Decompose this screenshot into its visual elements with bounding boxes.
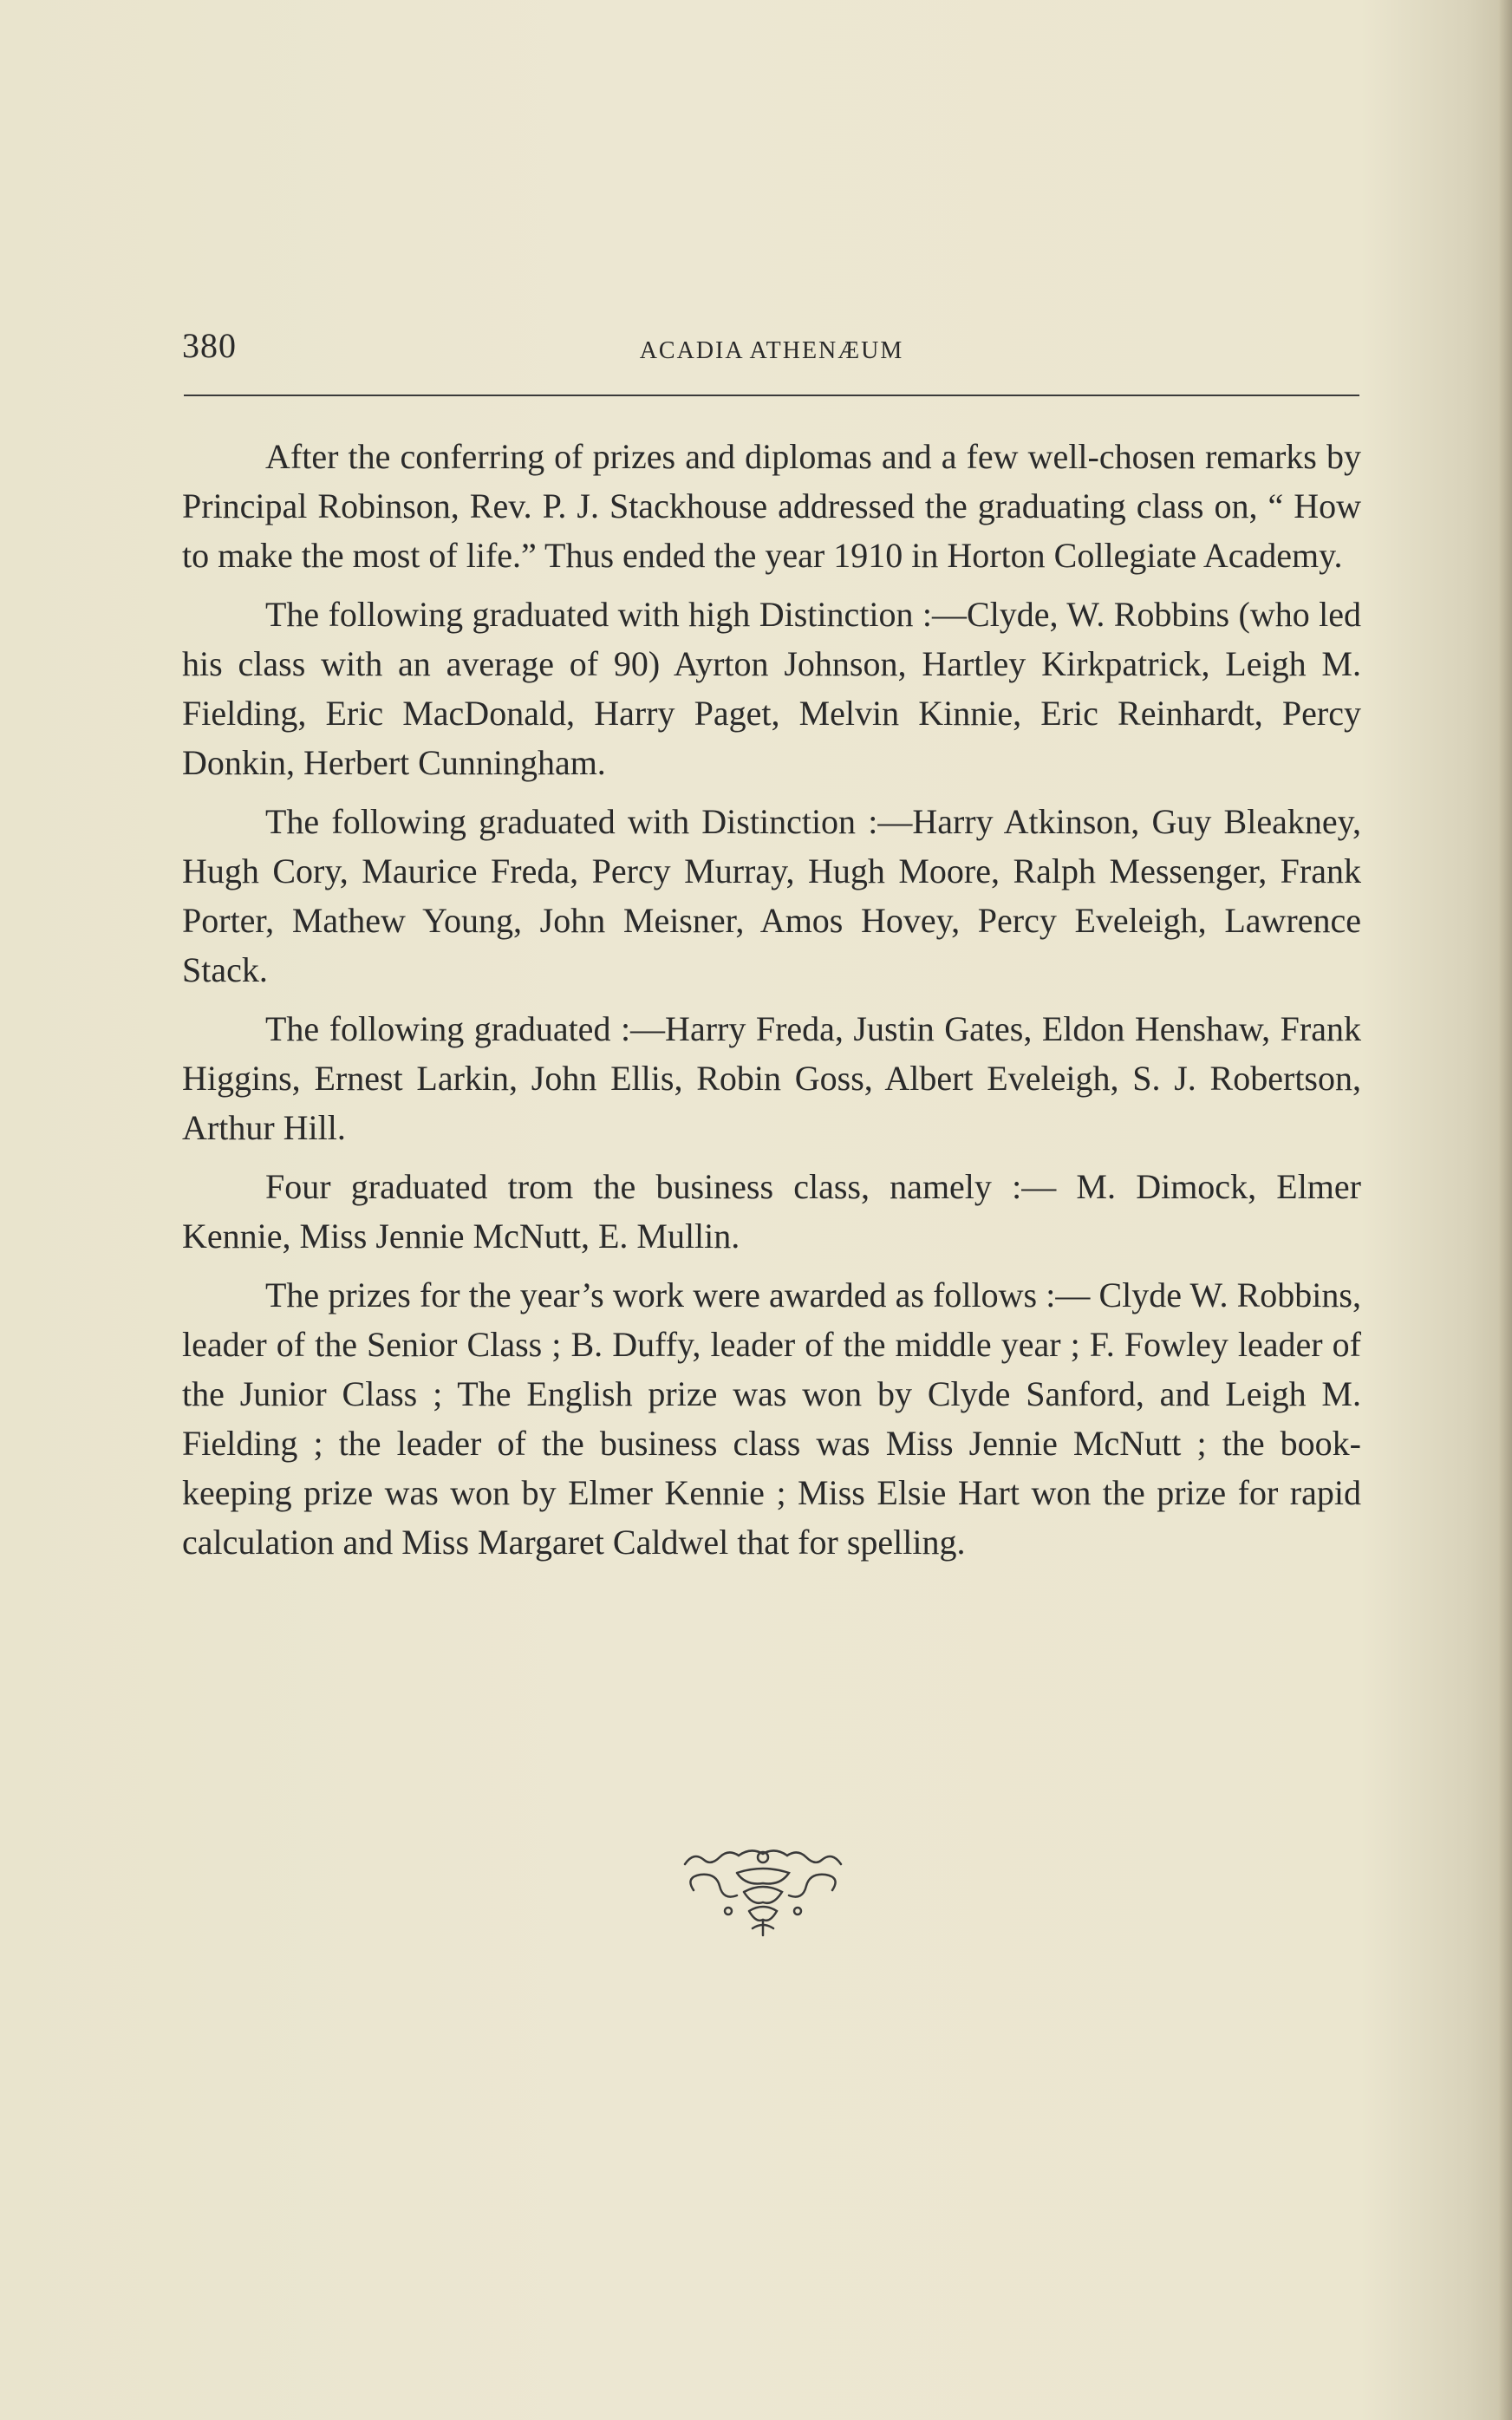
page-number: 380 <box>182 326 237 365</box>
page-header <box>182 325 1361 377</box>
paragraph: The following graduated :—Harry Freda, Justin Gates, Eldon Henshaw, Frank Higgins, Ernest Larkin, John Ellis, Robin Goss, Albert Eveleigh, S. J. Robertson, Arthur Hill. <box>182 1009 1361 1147</box>
header-rule <box>184 395 1359 396</box>
fleuron-ornament-icon <box>676 1838 850 1942</box>
running-head: ACADIA ATHENÆUM <box>639 337 904 364</box>
paragraph: After the conferring of prizes and diplomas and a few well-chosen remarks by Principal Robinson, Rev. P. J. Stackhouse addressed the graduating class on, “ How to make the most of life.” Thus ended the year 1910 in Horton Collegiate Academy. <box>182 437 1361 575</box>
paragraph: The following graduated with Distinction :—Harry Atkinson, Guy Bleakney, Hugh Cory, Maurice Freda, Percy Murray, Hugh Moore, Ralph Messenger, Frank Porter, Mathew Young, John Meisner, Amos Hovey, Percy Eveleigh, Lawrence Stack. <box>182 802 1361 989</box>
paragraph: The following graduated with high Distinction :—Clyde, W. Robbins (who led his class with an average of 90) Ayrton Johnson, Hartley Kirkpatrick, Leigh M. Fielding, Eric MacDonald, Harry Paget, Melvin Kinnie, Eric Reinhardt, Percy Donkin, Herbert Cunningham. <box>182 595 1361 782</box>
paragraph: Four graduated trom the business class, namely :— M. Dimock, Elmer Kennie, Miss Jennie McNutt, E. Mullin. <box>182 1167 1361 1256</box>
page-edge <box>1498 0 1512 2420</box>
article-body <box>182 432 1361 1576</box>
paragraph: The prizes for the year’s work were awarded as follows :— Clyde W. Robbins, leader of the Senior Class ; B. Duffy, leader of the middle year ; F. Fowley leader of the Junior Class ; The English prize was won by Clyde Sanford, and Leigh M. Fielding ; the leader of the business class was Miss Jennie McNutt ; the book-keeping prize was won by Elmer Kennie ; Miss Elsie Hart won the prize for rapid calculation and Miss Margaret Caldwel that for spelling. <box>182 1275 1361 1562</box>
